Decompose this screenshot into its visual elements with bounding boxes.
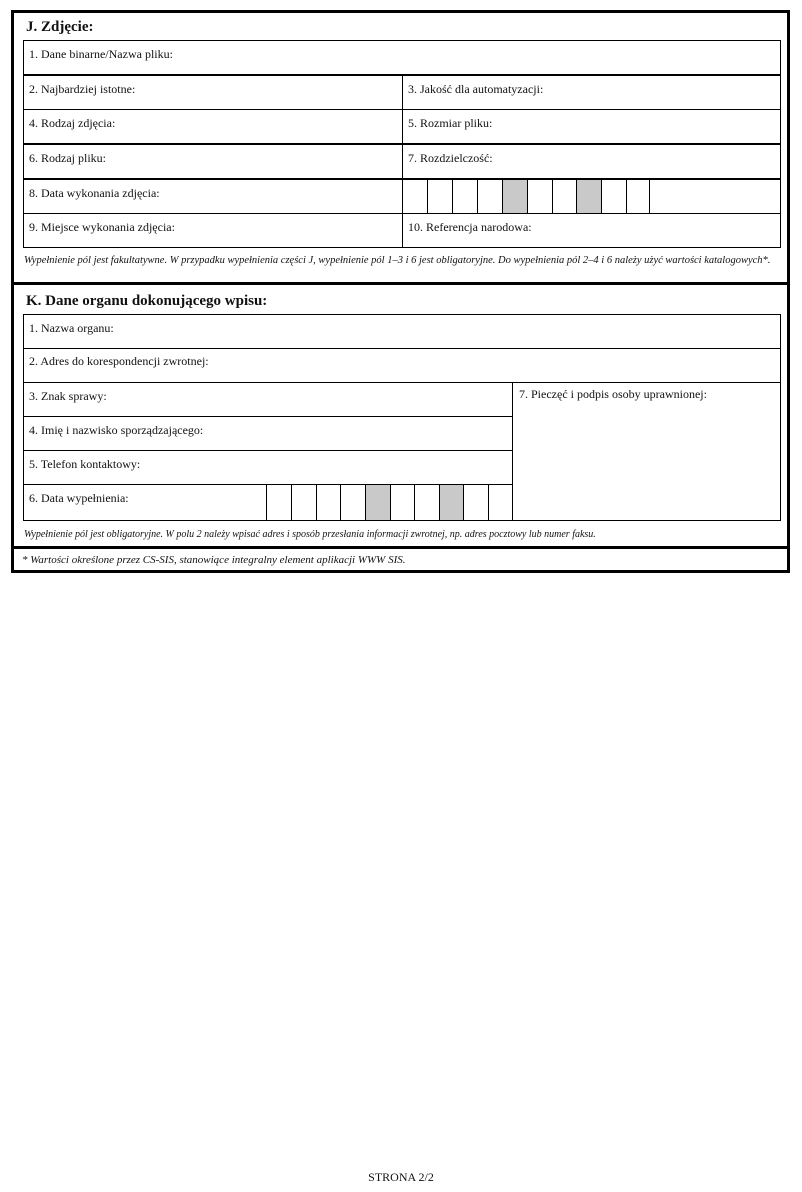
section-divider xyxy=(14,282,787,285)
k-field-4-label: 4. Imię i nazwisko sporządzającego: xyxy=(29,423,204,437)
j-field-2-label: 2. Najbardziej istotne: xyxy=(29,82,136,96)
section-divider xyxy=(14,546,787,549)
j-field-3-label: 3. Jakość dla automatyzacji: xyxy=(408,82,544,96)
k-field-1-authority-name[interactable] xyxy=(23,314,781,349)
k-field-3-label: 3. Znak sprawy: xyxy=(29,389,107,403)
k-field-7-label: 7. Pieczęć i podpis osoby uprawnionej: xyxy=(519,387,707,401)
date-digit-box[interactable] xyxy=(477,180,502,213)
date-digit-box[interactable] xyxy=(626,180,650,213)
k-field-2-label: 2. Adres do korespondencji zwrotnej: xyxy=(29,354,209,368)
j-field-4-photo-type[interactable] xyxy=(23,109,403,144)
section-j-note: Wypełnienie pól jest fakultatywne. W przypadku wypełnienia części J, wypełnienie pól 1–3 i 6 jest obligatoryjne. Do wypełnienia pól 2–4 i 6 należy użyć wartości katalogowych*. xyxy=(24,255,771,266)
k-field-6-label: 6. Data wypełnienia: xyxy=(29,491,129,505)
j-field-8-photo-date xyxy=(23,179,403,214)
j-field-7-resolution[interactable] xyxy=(402,144,781,179)
date-separator-box xyxy=(365,485,390,520)
k-field-3-case-reference[interactable] xyxy=(23,382,513,417)
date-digit-box[interactable] xyxy=(414,485,439,520)
j-field-6-file-type[interactable] xyxy=(23,144,403,179)
j-field-9-label: 9. Miejsce wykonania zdjęcia: xyxy=(29,220,175,234)
j-field-5-file-size[interactable] xyxy=(402,109,781,144)
j-field-6-label: 6. Rodzaj pliku: xyxy=(29,151,106,165)
j-field-9-photo-place[interactable] xyxy=(23,213,403,248)
j-field-10-label: 10. Referencja narodowa: xyxy=(408,220,532,234)
j-field-5-label: 5. Rozmiar pliku: xyxy=(408,116,493,130)
k-field-6-fill-date xyxy=(23,484,513,521)
j-field-1-label: 1. Dane binarne/Nazwa pliku: xyxy=(29,47,173,61)
date-separator-box xyxy=(502,180,527,213)
j-field-1-binary-data[interactable] xyxy=(23,40,781,75)
k-field-7-stamp-signature[interactable] xyxy=(512,382,781,521)
j-field-8-label: 8. Data wykonania zdjęcia: xyxy=(29,186,160,200)
date-digit-box[interactable] xyxy=(340,485,365,520)
form-frame xyxy=(11,10,790,573)
date-separator-box xyxy=(576,180,601,213)
date-digit-box[interactable] xyxy=(552,180,576,213)
date-digit-box[interactable] xyxy=(463,485,488,520)
date-digit-box[interactable] xyxy=(601,180,626,213)
date-digit-box[interactable] xyxy=(316,485,340,520)
section-j-title: J. Zdjęcie: xyxy=(26,19,94,35)
date-digit-box[interactable] xyxy=(488,485,512,520)
j-field-2-most-relevant[interactable] xyxy=(23,75,403,110)
page-number: STRONA 2/2 xyxy=(368,1170,434,1184)
j-field-3-automation-quality[interactable] xyxy=(402,75,781,110)
date-separator-box xyxy=(439,485,463,520)
k-field-2-return-address[interactable] xyxy=(23,348,781,383)
date-digit-box[interactable] xyxy=(266,485,291,520)
j-field-8-date-boxes xyxy=(402,179,781,214)
section-k-title: K. Dane organu dokonującego wpisu: xyxy=(26,293,268,309)
j-field-10-national-reference[interactable] xyxy=(402,213,781,248)
k-field-5-contact-phone[interactable] xyxy=(23,450,513,485)
k-field-5-label: 5. Telefon kontaktowy: xyxy=(29,457,141,471)
date-digit-box[interactable] xyxy=(291,485,316,520)
footnote: * Wartości określone przez CS-SIS, stanowiące integralny element aplikacji WWW SIS. xyxy=(22,554,406,566)
date-digit-box[interactable] xyxy=(427,180,452,213)
date-digit-box[interactable] xyxy=(527,180,552,213)
date-digit-box[interactable] xyxy=(390,485,414,520)
j-field-7-label: 7. Rozdzielczość: xyxy=(408,151,493,165)
j-field-4-label: 4. Rodzaj zdjęcia: xyxy=(29,116,116,130)
k-field-1-label: 1. Nazwa organu: xyxy=(29,321,114,335)
k-field-4-preparer-name[interactable] xyxy=(23,416,513,451)
section-k-note: Wypełnienie pól jest obligatoryjne. W polu 2 należy wpisać adres i sposób przesłania informacji zwrotnej, np. adres pocztowy lub numer faksu. xyxy=(24,529,596,540)
date-digit-box[interactable] xyxy=(452,180,477,213)
